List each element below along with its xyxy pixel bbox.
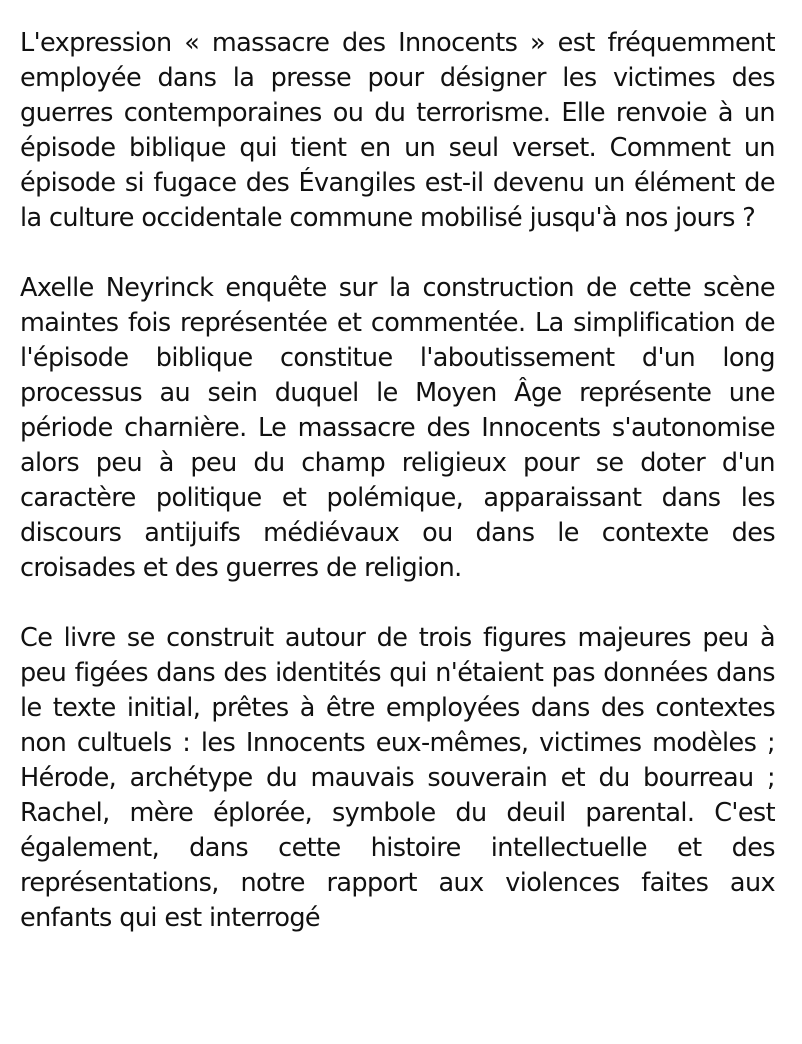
paragraph-figures: Ce livre se construit autour de trois figures majeures peu à peu figées dans des identités qui n'étaient pas données dans le texte initial, prêtes à être employées dans des contextes non cultuels : les Innocents eux-mêmes, victimes modèles ; Hérode, archétype du mauvais souverain et du bourreau ; Rachel, mère éplorée, symbole du deuil parental. C'est également, dans cette histoire intellectuelle et des représentations, notre rapport aux violences faites aux enfants qui est interrogé <box>20 623 775 933</box>
paragraph-introduction: L'expression « massacre des Innocents » est fréquemment employée dans la presse pour désigner les victimes des guerres contemporaines ou du terrorisme. Elle renvoie à un épisode biblique qui tient en un seul verset. Comment un épisode si fugace des Évangiles est-il devenu un élément de la culture occidentale commune mobilisé jusqu'à nos jours ? <box>20 28 775 233</box>
paragraph-investigation: Axelle Neyrinck enquête sur la construction de cette scène maintes fois représentée et commentée. La simplification de l'épisode biblique constitue l'aboutissement d'un long processus au sein duquel le Moyen Âge représente une période charnière. Le massacre des Innocents s'autonomise alors peu à peu du champ religieux pour se doter d'un caractère politique et polémique, apparaissant dans les discours antijuifs médiévaux ou dans le contexte des croisades et des guerres de religion. <box>20 273 775 583</box>
book-description <box>20 26 775 936</box>
